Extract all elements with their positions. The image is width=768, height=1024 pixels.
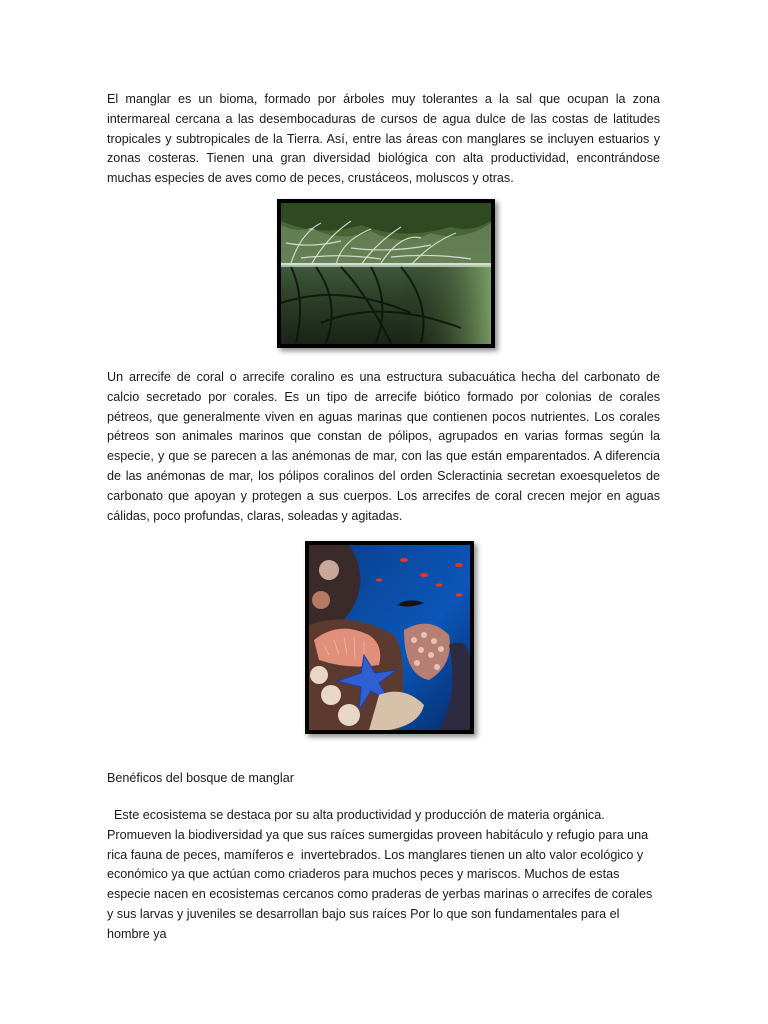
paragraph-mangrove-benefits: Este ecosistema se destaca por su alta productividad y producción de materia orgánica. Promueven la biodiversidad ya que sus raíces sumergidas proveen habitáculo y refugio para una rica fauna de peces, mamíferos e invertebrados. Los manglares tienen un alto valor ecológico y económico ya que actúan como criaderos para muchos peces y mariscos. Muchos de estas especie nacen en ecosistemas cercanos como praderas de yerbas marinas o arrecifes de corales y sus larvas y juveniles se desarrollan bajo sus raíces Por lo que son fundamentales para el hombre ya (107, 808, 656, 941)
coral-reef-photo (305, 541, 474, 734)
heading-mangrove-benefits: Benéficos del bosque de manglar (107, 771, 294, 785)
coral-reef-illustration (309, 545, 470, 730)
paragraph-coral-reef: Un arrecife de coral o arrecife coralino es una estructura subacuática hecha del carbonato de calcio secretado por corales. Es un tipo de arrecife biótico formado por colonias de corales pétreos, que generalmente viven en aguas marinas que contienen pocos nutrientes. Los corales pétreos son animales marinos que constan de pólipos, agrupados en varias formas según la especie, y que se parecen a las anémonas de mar, con las que están emparentados. A diferencia de las anémonas de mar, los pólipos coralinos del orden Scleractinia secretan exoesqueletos de carbonato que apoyan y protegen a sus cuerpos. Los arrecifes de coral crecen mejor en aguas cálidas, poco profundas, claras, soleadas y agitadas. (107, 370, 660, 523)
mangrove-roots-illustration (281, 203, 491, 344)
paragraph-mangrove-intro: El manglar es un bioma, formado por árboles muy tolerantes a la sal que ocupan la zona intermareal cercana a las desembocaduras de cursos de agua dulce de las costas de latitudes tropicales y subtropicales de la Tierra. Así, entre las áreas con manglares se incluyen estuarios y zonas costeras. Tienen una gran diversidad biológica con alta productividad, encontrándose muchas especies de aves como de peces, crustáceos, moluscos y otras. (107, 92, 660, 186)
mangrove-roots-photo (277, 199, 495, 348)
